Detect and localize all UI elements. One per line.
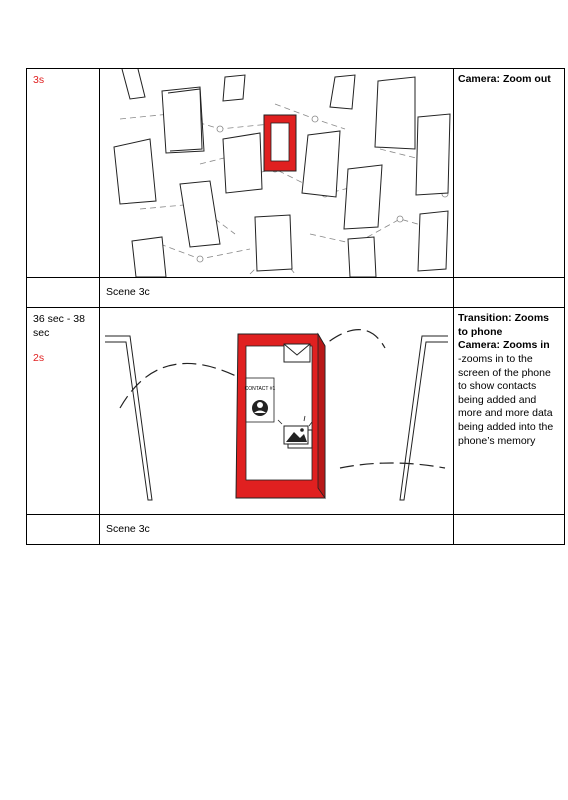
contact-card-label: CONTACT #1 [244,386,276,392]
contact-card [245,378,276,422]
notes-cell-1 [454,69,565,278]
duration-label: 3s [33,74,45,86]
timing-cell-2 [27,308,100,515]
scene-label: Scene 3c [100,278,454,308]
scene-label-row-1 [27,278,565,308]
transition-camera-note: Transition: Zooms to phone Camera: Zooms in [458,312,550,352]
timing-cell-1 [27,69,100,278]
sketch-frame-zoom-in [100,308,453,514]
scene-label: Scene 3c [100,515,454,545]
notes-cell-2 [454,308,565,515]
sketch-frame-zoom-out [100,69,453,277]
duration-label: 2s [33,352,45,365]
description-note: -zooms in to the screen of the phone to show contacts being added and more and more data being added into the phone’s memory [458,352,554,447]
frame-cell-1 [100,69,454,278]
storyboard-table [26,68,565,545]
storyboard-row-1 [27,69,565,278]
frame-cell-2 [100,308,454,515]
scene-label-row-2 [27,515,565,545]
time-range-label: 36 sec - 38 sec [33,313,85,339]
highlighted-phone [264,115,296,171]
camera-note: Camera: Zoom out [458,73,551,85]
envelope-icon [284,344,310,362]
storyboard-row-2 [27,308,565,515]
